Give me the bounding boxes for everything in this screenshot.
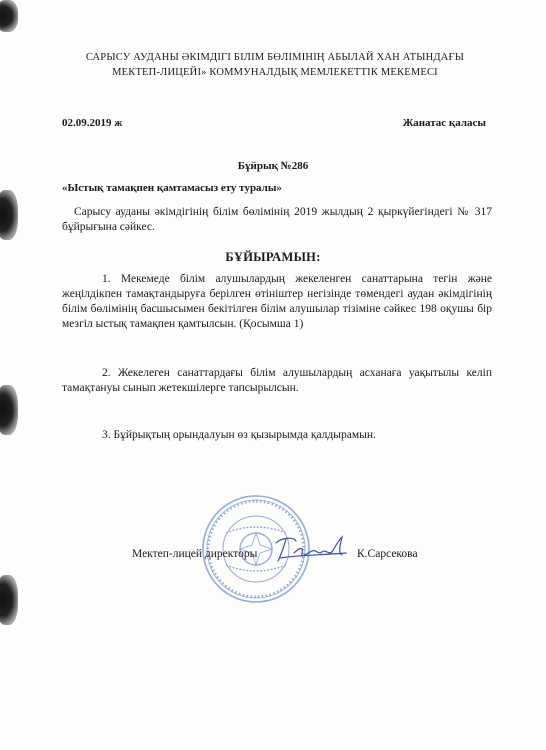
header-line-1: САРЫСУ АУДАНЫ ӘКІМДІГІ БІЛІМ БӨЛІМІНІҢ АБЫЛАЙ ХАН АТЫНДАҒЫ [85, 52, 465, 63]
order-item-text: Бұйрықтың орындалуын өз қызырымда қалдырамын. [113, 429, 376, 441]
order-number: Бұйрық №286 [237, 160, 309, 172]
order-item-number: 3. [102, 429, 111, 441]
order-item-number: 2. [102, 367, 111, 379]
order-subject: «Ыстық тамақпен қамтамасыз ету туралы» [62, 182, 282, 194]
signatory-name: К.Сарсекова [357, 548, 418, 560]
orders-heading: БҰЙЫРАМЫН: [225, 250, 321, 264]
order-item-text: Мекемеде білім алушылардың жекеленген санаттарына тегін және жеңілдікпен тамақтандыруға берілген өтініштер негізінде төмендегі аудан әкімдігінің білім бөлімінің басшысымен бекітілген білім алушылар тізіміне сәйкес 198 оқушы бір мезгіл ыстық тамақпен қамтылсын. (Қосымша 1) [62, 273, 492, 330]
order-city: Жанатас қаласы [402, 117, 486, 129]
header-line-2: МЕКТЕП-ЛИЦЕЙІ» КОММУНАЛДЫҚ МЕМЛЕКЕТТІК МЕКЕМЕСІ [112, 67, 438, 78]
signatory-title: Мектеп-лицей директоры [132, 548, 258, 560]
punch-hole [0, 575, 18, 625]
handwritten-signature-icon [272, 531, 350, 565]
order-item [62, 428, 492, 443]
order-item-text: Жекелеген санаттардағы білім алушылардың асханаға уақытылы келіп тамақтануы сынып жетекшілерге тапсырылсын. [62, 367, 492, 394]
punch-hole [0, 0, 18, 32]
order-basis: Сарысу ауданы әкімдігінің білім бөлімінің 2019 жылдың 2 қыркүйегіндегі № 317 бұйрығына сәйкес. [62, 206, 492, 233]
organization-header [60, 50, 490, 80]
order-item-number: 1. [102, 273, 111, 285]
order-item [62, 366, 492, 396]
order-item [62, 272, 492, 332]
punch-hole [0, 190, 18, 240]
punch-hole [0, 385, 18, 435]
order-date: 02.09.2019 ж [62, 117, 123, 129]
